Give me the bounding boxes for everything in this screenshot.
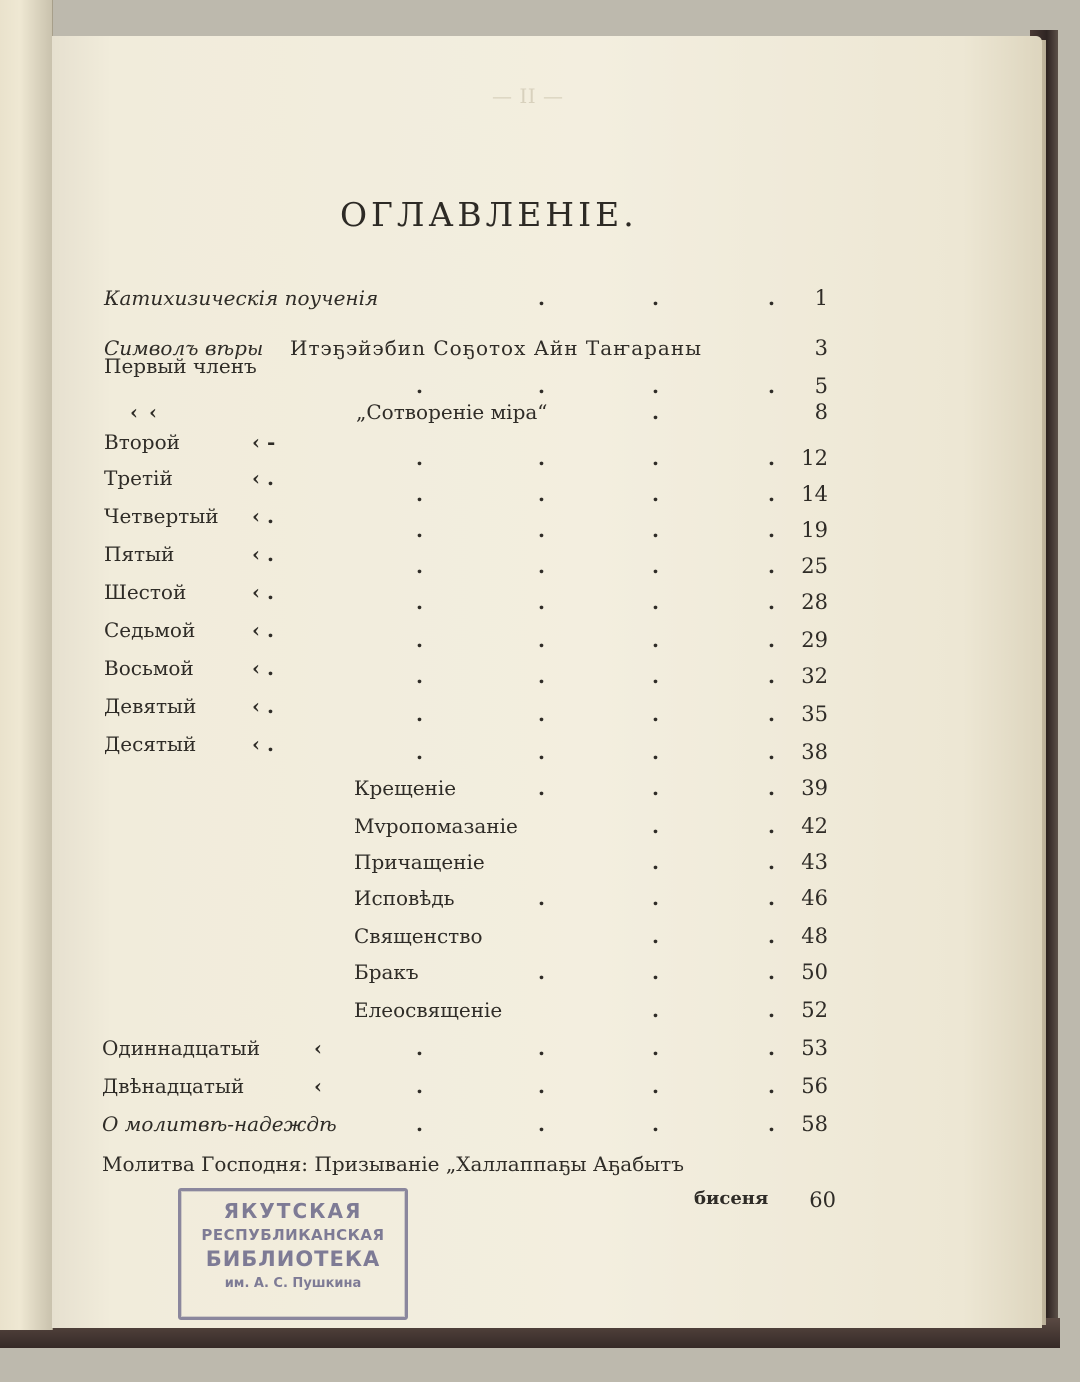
toc-page-number: 48 — [801, 924, 828, 948]
leader-dot: . — [538, 740, 545, 764]
leader-dot: . — [652, 740, 659, 764]
leader-dot: . — [652, 518, 659, 542]
toc-leaders — [0, 740, 1080, 770]
leader-dot: . — [768, 1074, 775, 1098]
toc-entry-label: Девятый — [104, 694, 197, 718]
ditto-mark: ‹ . — [252, 466, 274, 490]
leader-dot: . — [538, 446, 545, 470]
toc-row — [0, 1112, 1080, 1142]
toc-page-number: 28 — [801, 590, 828, 614]
leader-dot: . — [652, 664, 659, 688]
ditto-mark: ‹ . — [252, 542, 274, 566]
leader-dot: . — [768, 998, 775, 1022]
leader-dot: . — [538, 702, 545, 726]
toc-page-number: 32 — [801, 664, 828, 688]
toc-row — [0, 1188, 1080, 1218]
leader-dot: . — [416, 446, 423, 470]
leader-dot: . — [768, 482, 775, 506]
leader-dot: . — [416, 1112, 423, 1136]
leader-dot: . — [768, 590, 775, 614]
leader-dot: . — [652, 554, 659, 578]
leader-dot: . — [416, 740, 423, 764]
stamp-line: ЯКУТСКАЯ — [223, 1199, 363, 1223]
leader-dot: . — [416, 518, 423, 542]
leader-dot: . — [652, 924, 659, 948]
leader-dot: . — [768, 518, 775, 542]
leader-dot: . — [652, 960, 659, 984]
toc-entry-label: Одиннадцатый — [102, 1036, 261, 1060]
leader-dot: . — [538, 776, 545, 800]
toc-entry-label-extra: Итэҕэйэбиn Соҕотох Айн Таҥараны — [290, 336, 703, 360]
toc-page-number: 12 — [801, 446, 828, 470]
toc-page-number: 50 — [801, 960, 828, 984]
leader-dot: . — [416, 1036, 423, 1060]
leader-dot: . — [768, 886, 775, 910]
stamp-line: БИБЛИОТЕКА — [205, 1247, 381, 1271]
toc-page-number: 42 — [801, 814, 828, 838]
toc-entry-label: Символъ вѣры — [104, 336, 264, 360]
leader-dot: . — [538, 374, 545, 398]
ditto-mark: ‹ . — [252, 580, 274, 604]
leader-dot: . — [652, 590, 659, 614]
leader-dot: . — [652, 886, 659, 910]
leader-dot: . — [538, 518, 545, 542]
toc-leaders — [0, 664, 1080, 694]
toc-row — [0, 814, 1080, 844]
toc-entry-label: Четвертый — [104, 504, 219, 528]
leader-dot: . — [538, 554, 545, 578]
toc-page-number: 1 — [814, 286, 828, 310]
toc-page-number: 53 — [801, 1036, 828, 1060]
ditto-mark: ‹ . — [252, 618, 274, 642]
ditto-mark: ‹ ‹ — [130, 400, 159, 424]
leader-dot: . — [538, 482, 545, 506]
toc-page-number: 58 — [801, 1112, 828, 1136]
library-stamp — [178, 1188, 408, 1320]
leader-dot: . — [652, 814, 659, 838]
toc-page-number: 39 — [801, 776, 828, 800]
toc-page-number: 3 — [814, 336, 828, 360]
leader-dot: . — [652, 482, 659, 506]
leader-dot: . — [768, 814, 775, 838]
toc-page-number: 5 — [814, 374, 828, 398]
toc-row — [0, 998, 1080, 1028]
leader-dot: . — [538, 1036, 545, 1060]
toc-row — [0, 1036, 1080, 1066]
toc-page-number: 14 — [801, 482, 828, 506]
leader-dot: . — [416, 702, 423, 726]
leader-dot: . — [538, 664, 545, 688]
toc-entry-label: Первый членъ — [104, 354, 257, 378]
toc-entry-label: Восьмой — [104, 656, 194, 680]
toc-row — [0, 1074, 1080, 1104]
leader-dot: . — [652, 446, 659, 470]
toc-row — [0, 886, 1080, 916]
page-header: — II — — [492, 84, 564, 108]
toc-page-number: 60 — [809, 1188, 836, 1212]
leader-dot: . — [768, 374, 775, 398]
leader-dot: . — [416, 590, 423, 614]
toc-page-number: 29 — [801, 628, 828, 652]
toc-entry-label: Мvропомазаніе — [354, 814, 518, 838]
toc-row — [0, 776, 1080, 806]
toc-row — [0, 400, 1080, 430]
leader-dot: . — [768, 664, 775, 688]
leader-dot: . — [768, 850, 775, 874]
toc-page-number: 25 — [801, 554, 828, 578]
leader-dot: . — [768, 702, 775, 726]
toc-entry-label: Бракъ — [354, 960, 419, 984]
toc-entry-label: Шестой — [104, 580, 187, 604]
toc-entry-label: О молитвѣ-надеждѣ — [102, 1112, 337, 1136]
leader-dot: . — [768, 1036, 775, 1060]
toc-entry-label: Исповѣдь — [354, 886, 455, 910]
leader-dot: . — [652, 628, 659, 652]
leader-dot: . — [768, 924, 775, 948]
leader-dot: . — [652, 702, 659, 726]
stamp-line: им. А. С. Пушкина — [224, 1276, 362, 1291]
ditto-mark: ‹ . — [252, 732, 274, 756]
leader-dot: . — [538, 1074, 545, 1098]
leader-dot: . — [652, 1112, 659, 1136]
toc-entry-label: Причащеніе — [354, 850, 485, 874]
leader-dot: . — [538, 590, 545, 614]
leader-dot: . — [416, 1074, 423, 1098]
ditto-mark: ‹ - — [252, 430, 276, 454]
toc-entry-label: Священство — [354, 924, 483, 948]
leader-dot: . — [416, 374, 423, 398]
ditto-mark: ‹ — [314, 1036, 322, 1060]
toc-entry-label: Второй — [104, 430, 180, 454]
toc-row — [0, 1152, 1080, 1182]
toc-leaders — [0, 702, 1080, 732]
ditto-mark: ‹ . — [252, 504, 274, 528]
toc-entry-label: Катихизическія поученія — [104, 286, 379, 310]
leader-dot: . — [416, 482, 423, 506]
leader-dot: . — [538, 1112, 545, 1136]
toc-entry-label: Третій — [104, 466, 173, 490]
leader-dot: . — [538, 286, 545, 310]
stamp-line: РЕСПУБЛИКАНСКАЯ — [201, 1226, 385, 1244]
ditto-mark: ‹ . — [252, 656, 274, 680]
leader-dot: . — [768, 1112, 775, 1136]
toc-page-number: 8 — [814, 400, 828, 424]
leader-dot: . — [768, 776, 775, 800]
leader-dot: . — [652, 374, 659, 398]
toc-page-number: 46 — [801, 886, 828, 910]
toc-entry-label: Молитва Господня: Призываніе „Халлаппаҕы Аҕабытъ — [102, 1152, 684, 1176]
toc-page-number: 52 — [801, 998, 828, 1022]
leader-dot: . — [652, 1036, 659, 1060]
toc-entry-label: Елеосвященіе — [354, 998, 503, 1022]
ditto-mark: ‹ — [314, 1074, 322, 1098]
page-title: ОГЛАВЛЕНІЕ. — [340, 195, 638, 234]
leader-dot: . — [652, 998, 659, 1022]
toc-row — [0, 286, 1080, 316]
leader-dot: . — [416, 554, 423, 578]
toc-page-number: 38 — [801, 740, 828, 764]
leader-dot: . — [768, 446, 775, 470]
leader-dot: . — [768, 554, 775, 578]
ditto-mark: ‹ . — [252, 694, 274, 718]
leader-dot: . — [538, 886, 545, 910]
leader-dot: . — [416, 628, 423, 652]
leader-dot: . — [768, 628, 775, 652]
toc-page-number: 56 — [801, 1074, 828, 1098]
toc-row — [0, 850, 1080, 880]
toc-row — [0, 960, 1080, 990]
toc-entry-label: Седьмой — [104, 618, 196, 642]
leader-dot: . — [768, 960, 775, 984]
leader-dot: . — [652, 286, 659, 310]
toc-entry-label: Двѣнадцатый — [102, 1074, 245, 1098]
leader-dot: . — [538, 960, 545, 984]
toc-leaders — [0, 590, 1080, 620]
toc-entry-label: Пятый — [104, 542, 175, 566]
leader-dot: . — [768, 740, 775, 764]
leader-dot: . — [416, 664, 423, 688]
toc-page-number: 35 — [801, 702, 828, 726]
toc-leaders — [0, 628, 1080, 658]
toc-entry-label: „Сотвореніе міра“ — [356, 400, 548, 424]
leader-dot: . — [652, 1074, 659, 1098]
toc-page-number: 19 — [801, 518, 828, 542]
toc-entry-label: Крещеніе — [354, 776, 457, 800]
toc-entry-label: бисеня — [694, 1188, 769, 1209]
leader-dot: . — [652, 776, 659, 800]
leader-dot: . — [538, 628, 545, 652]
toc-entry-label: Десятый — [104, 732, 197, 756]
toc-row — [0, 924, 1080, 954]
leader-dot: . — [652, 400, 659, 424]
leader-dot: . — [652, 850, 659, 874]
leader-dot: . — [768, 286, 775, 310]
toc-page-number: 43 — [801, 850, 828, 874]
